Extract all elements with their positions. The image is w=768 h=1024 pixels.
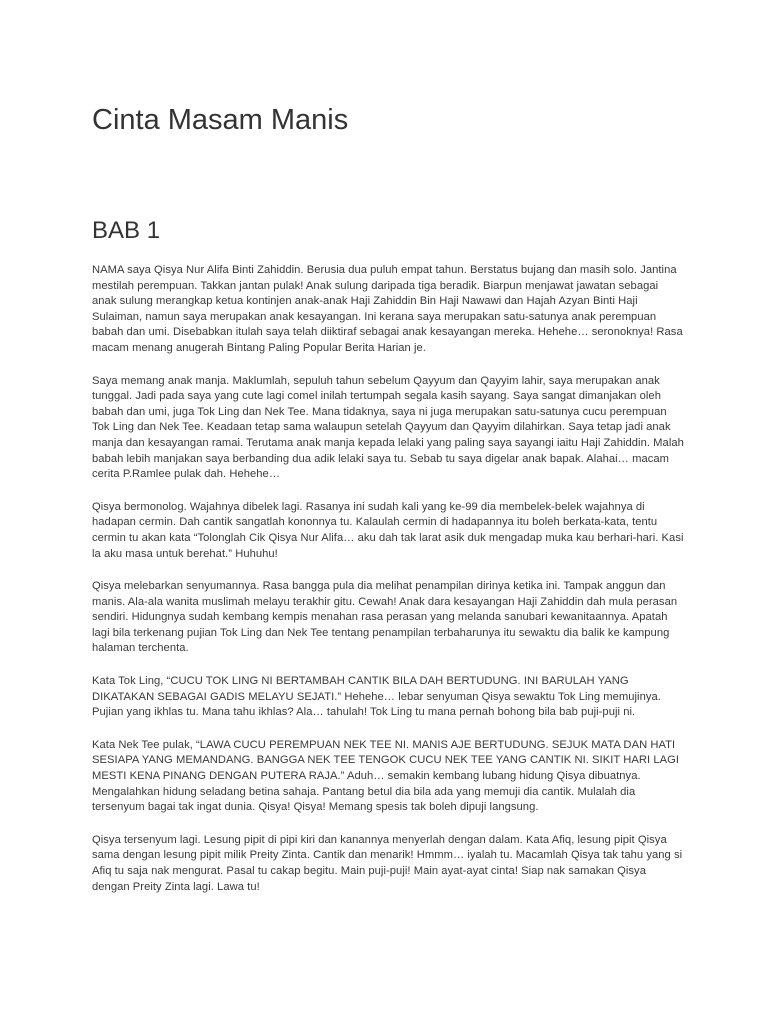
paragraph: NAMA saya Qisya Nur Alifa Binti Zahiddin. Berusia dua puluh empat tahun. Berstatus bujang dan masih solo. Jantina mestilah perempuan. Takkan jantan pulak! Anak sulung daripada tiga beradik. Biarpun menjawat jawatan sebagai anak sulung merangkap ketua kontinjen anak-anak Haji Zahiddin Bin Haji Nawawi dan Hajah Azyan Binti Haji Sulaiman, namun saya merupakan anak kesayangan. Ini kerana saya merupakan satu-satunya anak perempuan babah dan umi. Disebabkan itulah saya telah diiktiraf sebagai anak kesayangan mereka. Hehehe… seronoknya! Rasa macam menang anugerah Bintang Paling Popular Berita Harian je. <box>92 264 683 354</box>
document-title: Cinta Masam Manis <box>92 104 349 136</box>
paragraph: Saya memang anak manja. Maklumlah, sepuluh tahun sebelum Qayyum dan Qayyim lahir, saya merupakan anak tunggal. Jadi pada saya yang cute lagi comel inilah tertumpah segala kasih sayang. Saya sangat dimanjakan oleh babah dan umi, juga Tok Ling dan Nek Tee. Mana tidaknya, saya ni juga merupakan satu-satunya cucu perempuan Tok Ling dan Nek Tee. Keadaan tetap sama walaupun setelah Qayyum dan Qayyim dilahirkan. Saya tetap jadi anak manja dan kesayangan ramai. Terutama anak manja kepada lelaki yang paling saya sayangi iaitu Haji Zahiddin. Malah babah lebih manjakan saya berbanding dua adik lelaki saya tu. Sebab tu saya digelar anak bapak. Alahai… macam cerita P.Ramlee pulak dah. Hehehe… <box>92 374 684 481</box>
chapter-body <box>92 263 684 912</box>
paragraph: Qisya bermonolog. Wajahnya dibelek lagi. Rasanya ini sudah kali yang ke-99 dia membelek-belek wajahnya di hadapan cermin. Dah cantik sangatlah kononnya tu. Kalaulah cermin di hadapannya itu boleh berkata-kata, tentu cermin tu akan kata “Tolonglah Cik Qisya Nur Alifa… aku dah tak larat asik duk mengadap muka kau berhari-hari. Kasi la aku masa untuk berehat.” Huhuhu! <box>92 500 684 560</box>
paragraph: Kata Nek Tee pulak, “LAWA CUCU PEREMPUAN NEK TEE NI. MANIS AJE BERTUDUNG. SEJUK MATA DAN HATI SESIAPA YANG MEMANDANG. BANGGA NEK TEE TENGOK CUCU NEK TEE YANG CANTIK NI. SIKIT HARI LAGI MESTI KENA PINANG DENGAN PUTERA RAJA.” Aduh… semakin kembang lubang hidung Qisya dibuatnya. Mengalahkan hidung seladang betina sahaja. Pantang betul dia bila ada yang memuji dia cantik. Mulalah dia tersenyum bagai tak ingat dunia. Qisya! Qisya! Memang spesis tak boleh dipuji langsung. <box>92 738 680 814</box>
paragraph: Qisya melebarkan senyumannya. Rasa bangga pula dia melihat penampilan dirinya ketika ini. Tampak anggun dan manis. Ala-ala wanita muslimah melayu terakhir gitu. Cewah! Anak dara kesayangan Haji Zahiddin dah mula perasan sendiri. Hidungnya sudah kembang kempis menahan rasa perasan yang melanda sanubari kewanitaannya. Apatah lagi bila terkenang pujian Tok Ling dan Nek Tee tentang penampilan terbaharunya itu sewaktu dia balik ke kampung halaman terchenta. <box>92 580 678 655</box>
paragraph: Qisya tersenyum lagi. Lesung pipit di pipi kiri dan kanannya menyerlah dengan dalam. Kata Afiq, lesung pipit Qisya sama dengan lesung pipit milik Preity Zinta. Cantik dan menarik! Hmmm… iyalah tu. Macamlah Qisya tak tahu yang si Afiq tu saja nak mengurat. Pasal tu cakap begitu. Main puji-puji! Main ayat-ayat cinta! Siap nak samakan Qisya dengan Preity Zinta lagi. Lawa tu! <box>92 833 683 893</box>
chapter-heading: BAB 1 <box>92 217 161 244</box>
paragraph: Kata Tok Ling, “CUCU TOK LING NI BERTAMBAH CANTIK BILA DAH BERTUDUNG. INI BARULAH YANG DIKATAKAN SEBAGAI GADIS MELAYU SEJATI.” Hehehe… lebar senyuman Qisya sewaktu Tok Ling memujinya. Pujian yang ikhlas tu. Mana tahu ikhlas? Ala… tahulah! Tok Ling tu mana pernah bohong bila bab puji-puji ni. <box>92 675 661 719</box>
